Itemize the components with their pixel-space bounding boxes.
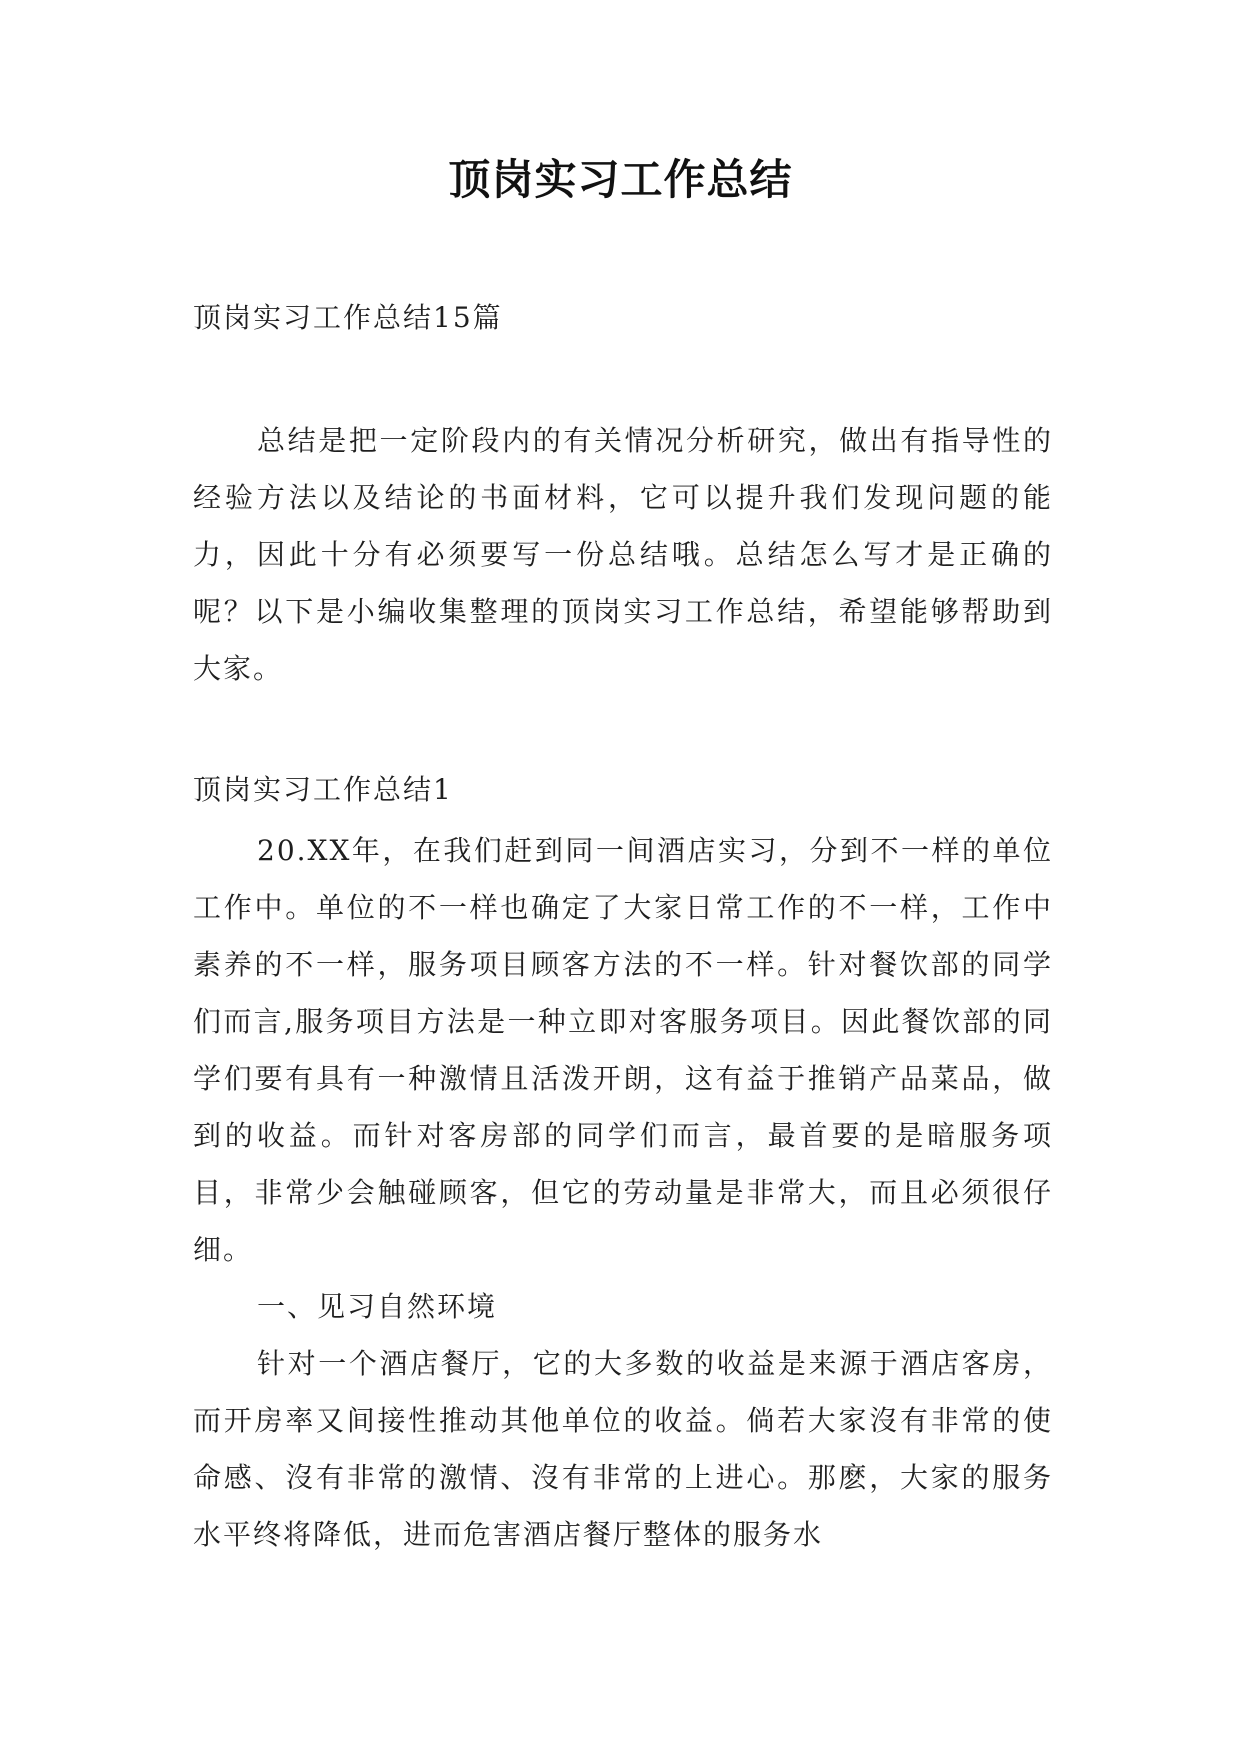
subsection-heading: 一、见习自然环境: [257, 1290, 498, 1323]
body-paragraph: 20.XX年，在我们赶到同一间酒店实习，分到不一样的单位工作中。单位的不一样也确定了大家日常工作的不一样，工作中素养的不一样，服务项目顾客方法的不一样。针对餐饮部的同学们而言,服务项目方法是一种立即对客服务项目。因此餐饮部的同学们要有具有一种激情且活泼开朗，这有益于推销产品菜品，做到的收益。而针对客房部的同学们而言，最首要的是暗服务项目，非常少会触碰顾客，但它的劳动量是非常大，而且必须很仔细。: [193, 834, 1053, 1266]
document-title: 顶岗实习工作总结: [448, 155, 793, 204]
body-paragraph: 针对一个酒店餐厅，它的大多数的收益是来源于酒店客房，而开房率又间接性推动其他单位的收益。倘若大家沒有非常的使命感、沒有非常的激情、沒有非常的上进心。那麽，大家的服务水平终将降低，进而危害酒店餐厅整体的服务水: [193, 1347, 1053, 1551]
intro-paragraph: 总结是把一定阶段内的有关情况分析研究，做出有指导性的经验方法以及结论的书面材料，它可以提升我们发现问题的能力，因此十分有必须要写一份总结哦。总结怎么写才是正确的呢？以下是小编收集整理的顶岗实习工作总结，希望能够帮助到大家。: [193, 424, 1053, 685]
section-heading: 顶岗实习工作总结1: [193, 773, 453, 806]
document-subtitle: 顶岗实习工作总结15篇: [193, 301, 503, 334]
section-body: [193, 822, 1053, 1563]
